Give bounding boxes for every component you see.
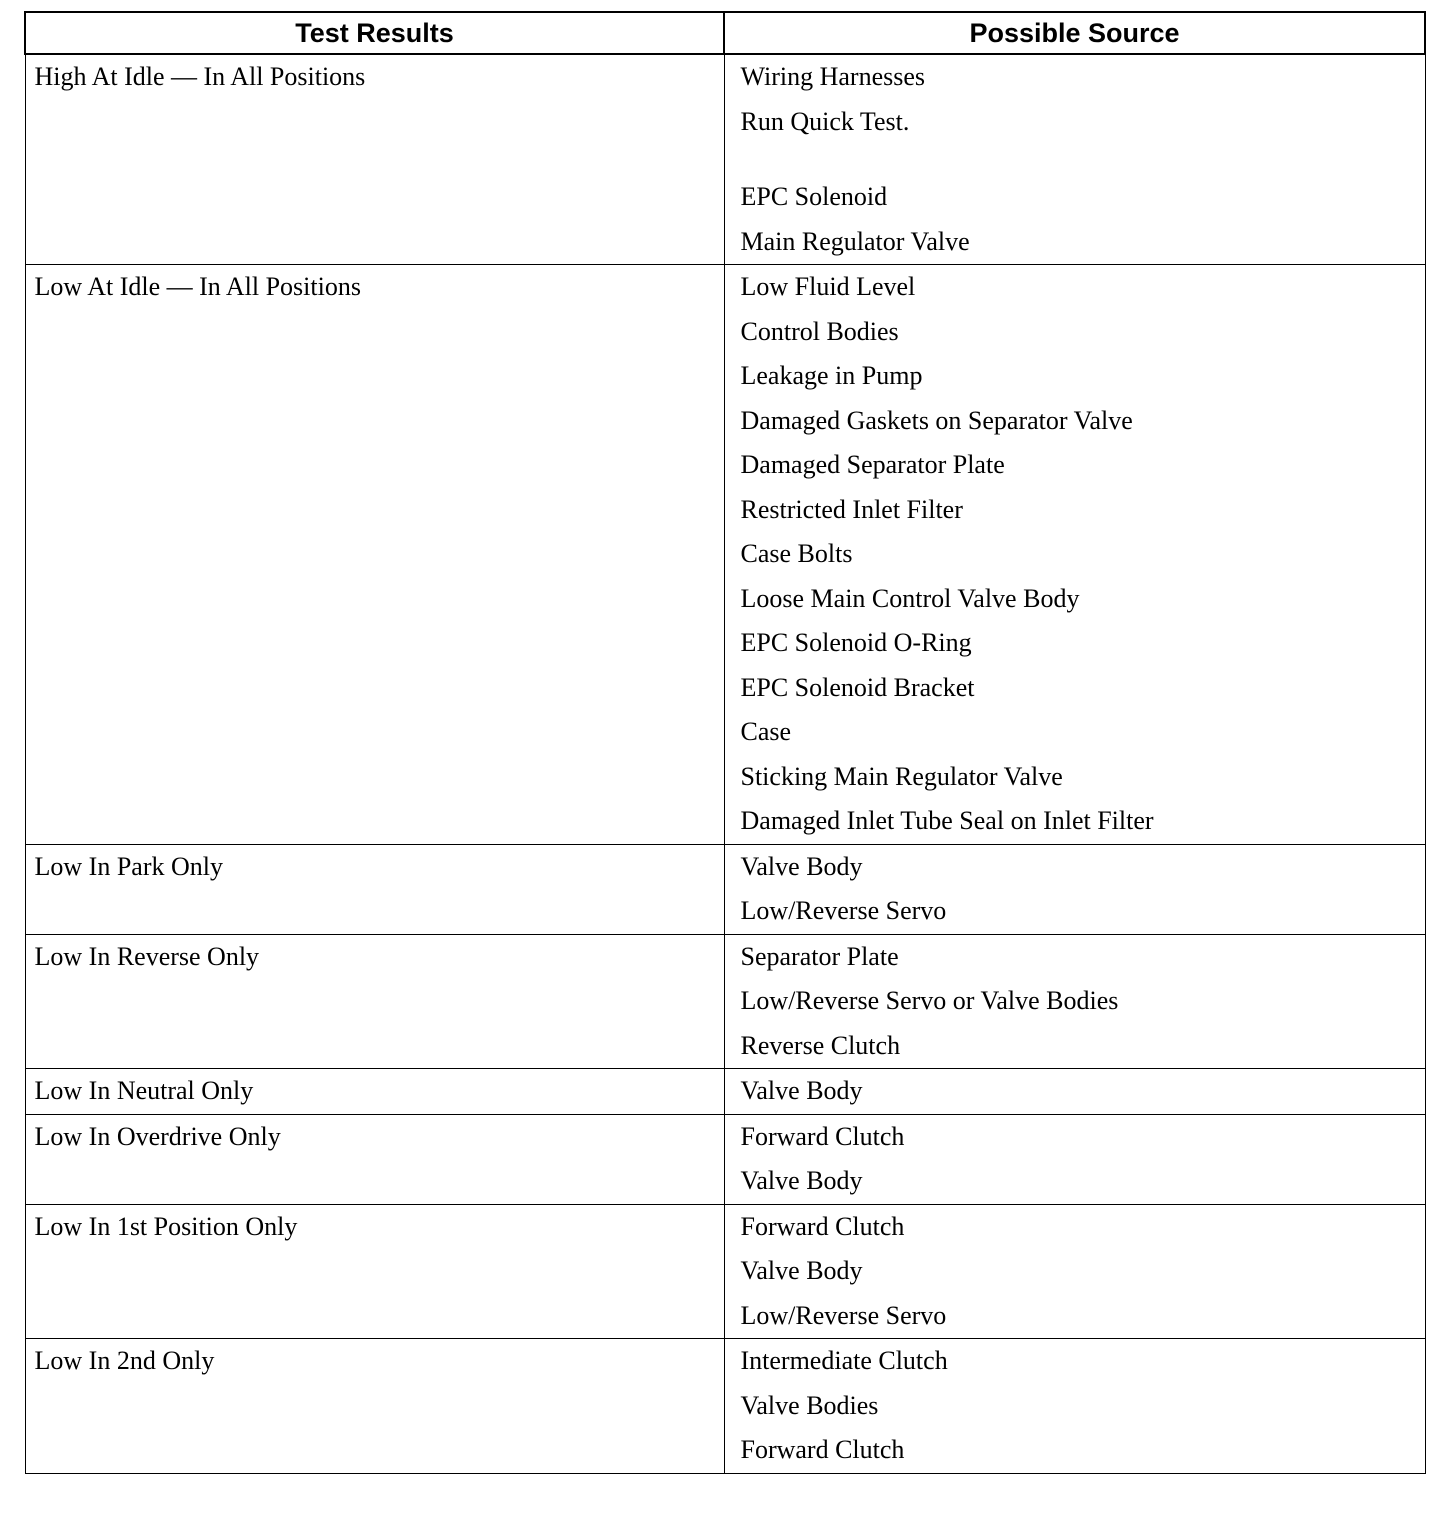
possible-source-item: Low/Reverse Servo or Valve Bodies [740,986,1119,1015]
possible-source-item: Sticking Main Regulator Valve [740,761,1063,791]
header-test-results: Test Results [25,12,724,54]
possible-source-cell [724,1114,1425,1204]
test-result-text: Low In 1st Position Only [34,1211,298,1241]
possible-source-item: Main Regulator Valve [740,226,970,256]
possible-source-cell [724,265,1425,845]
test-result-text: Low In Neutral Only [34,1076,254,1105]
table-row [25,1069,1425,1115]
possible-source-item: Case Bolts [740,539,853,568]
test-result-cell [25,1114,724,1204]
header-possible-source: Possible Source [724,12,1425,54]
possible-source-item: Valve Bodies [740,1390,879,1420]
table-row [25,844,1425,934]
table-row [25,1204,1425,1339]
possible-source-item: Damaged Gaskets on Separator Valve [740,405,1133,435]
test-result-text: Low In Reverse Only [34,941,260,971]
possible-source-item: Forward Clutch [740,1211,905,1241]
possible-source-item: Case [740,717,792,746]
possible-source-item: Control Bodies [740,316,899,346]
test-result-text: Low In Park Only [34,851,223,881]
possible-source-item: Valve Body [740,1256,863,1285]
test-result-text: Low In Overdrive Only [34,1121,281,1151]
possible-source-item: EPC Solenoid [740,182,888,211]
possible-source-cell [724,844,1425,934]
test-result-cell [25,1204,724,1339]
possible-source-item: Damaged Separator Plate [740,450,1005,479]
test-result-text: Low At Idle — In All Positions [34,272,361,301]
possible-source-item: EPC Solenoid O-Ring [740,628,972,657]
test-result-cell [25,265,724,845]
diagnosis-table [24,11,1426,1474]
possible-source-item: Valve Body [740,851,863,881]
test-result-cell [25,1069,724,1115]
possible-source-item: Reverse Clutch [740,1030,901,1060]
test-result-cell [25,1339,724,1474]
possible-source-cell [724,1069,1425,1115]
possible-source-item: Forward Clutch [740,1435,905,1464]
possible-source-cell [724,54,1425,265]
possible-source-item: Wiring Harnesses [740,62,926,91]
possible-source-item: Run Quick Test. [740,106,910,136]
test-result-cell [25,934,724,1069]
table-body [25,54,1425,1473]
possible-source-item: Leakage in Pump [740,361,923,390]
test-result-cell [25,54,724,265]
table-row [25,934,1425,1069]
table-row [25,54,1425,265]
possible-source-cell [724,934,1425,1069]
source-spacer [725,144,1425,175]
possible-source-item: Intermediate Clutch [740,1346,948,1375]
possible-source-item: Valve Body [740,1166,863,1195]
possible-source-item: Low Fluid Level [740,272,916,301]
possible-source-item: Low/Reverse Servo [740,896,947,925]
possible-source-item: Valve Body [740,1076,863,1105]
possible-source-cell [724,1204,1425,1339]
header-row [25,12,1425,54]
possible-source-item: Separator Plate [740,941,899,971]
test-result-text: High At Idle — In All Positions [34,62,366,91]
possible-source-item: Low/Reverse Servo [740,1300,947,1330]
possible-source-cell [724,1339,1425,1474]
possible-source-item: Forward Clutch [740,1121,905,1151]
test-result-cell [25,844,724,934]
table-row [25,265,1425,845]
table-row [25,1114,1425,1204]
possible-source-item: EPC Solenoid Bracket [740,672,975,702]
possible-source-item: Restricted Inlet Filter [740,494,963,524]
table-row [25,1339,1425,1474]
possible-source-item: Loose Main Control Valve Body [740,583,1080,613]
test-result-text: Low In 2nd Only [34,1346,215,1375]
possible-source-item: Damaged Inlet Tube Seal on Inlet Filter [740,806,1154,835]
